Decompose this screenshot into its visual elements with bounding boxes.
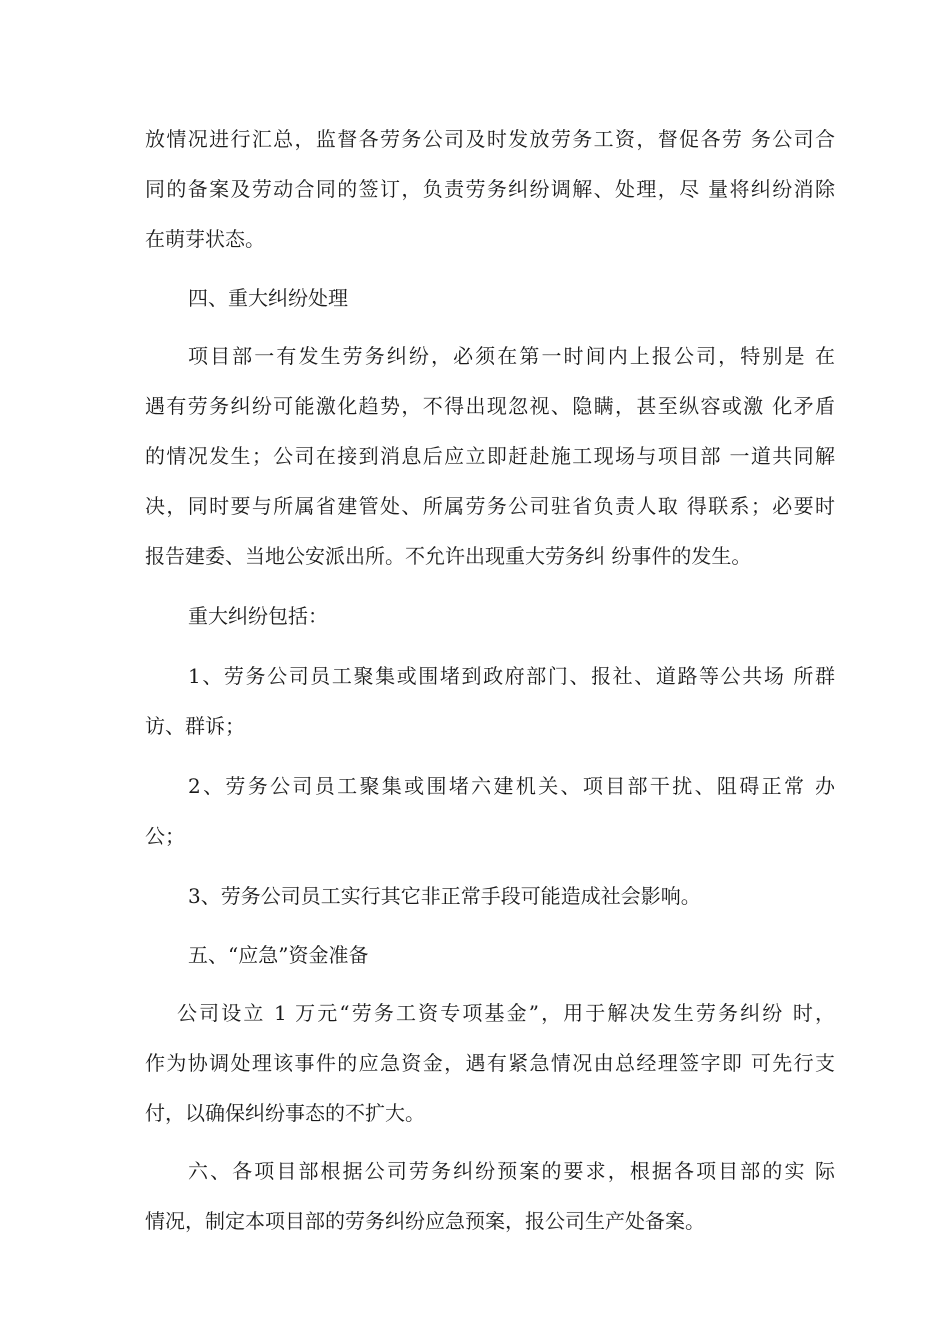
body-text-line: 遇有劳务纠纷可能激化趋势，不得出现忽视、隐瞒，甚至纵容或激 化矛盾	[145, 394, 835, 418]
body-text-line: 的情况发生；公司在接到消息后应立即赶赴施工现场与项目部 一道共同解	[145, 444, 835, 468]
list-item-line: 公；	[145, 824, 185, 848]
list-item-line: 1、劳务公司员工聚集或围堵到政府部门、报社、道路等公共场 所群	[188, 664, 835, 688]
body-text-line: 放情况进行汇总，监督各劳务公司及时发放劳务工资，督促各劳 务公司合	[145, 127, 835, 151]
section-heading: 四、重大纠纷处理	[188, 286, 348, 310]
body-text-line: 报告建委、当地公安派出所。不允许出现重大劳务纠 纷事件的发生。	[145, 544, 752, 568]
body-text-line: 作为协调处理该事件的应急资金，遇有紧急情况由总经理签字即 可先行支	[145, 1051, 835, 1075]
body-text-line: 公司设立 1 万元“劳务工资专项基金”，用于解决发生劳务纠纷 时，	[177, 1001, 835, 1025]
body-text-line: 项目部一有发生劳务纠纷，必须在第一时间内上报公司，特别是 在	[188, 344, 835, 368]
body-text-line: 同的备案及劳动合同的签订，负责劳务纠纷调解、处理，尽 量将纠纷消除	[145, 177, 835, 201]
body-text-line: 决，同时要与所属省建管处、所属劳务公司驻省负责人取 得联系；必要时	[145, 494, 835, 518]
section-heading: 六、各项目部根据公司劳务纠纷预案的要求，根据各项目部的实 际	[188, 1159, 835, 1183]
body-text-line: 付，以确保纠纷事态的不扩大。	[145, 1101, 425, 1125]
list-item-line: 访、群诉；	[145, 714, 245, 738]
section-heading: 五、“应急”资金准备	[188, 943, 369, 967]
body-text-line: 情况，制定本项目部的劳务纠纷应急预案，报公司生产处备案。	[145, 1209, 705, 1233]
list-item-line: 3、劳务公司员工实行其它非正常手段可能造成社会影响。	[188, 884, 701, 908]
body-text-line: 在萌芽状态。	[145, 227, 265, 251]
list-item-line: 2、劳务公司员工聚集或围堵六建机关、项目部干扰、阻碍正常 办	[188, 774, 835, 798]
body-text-line: 重大纠纷包括：	[188, 604, 328, 628]
